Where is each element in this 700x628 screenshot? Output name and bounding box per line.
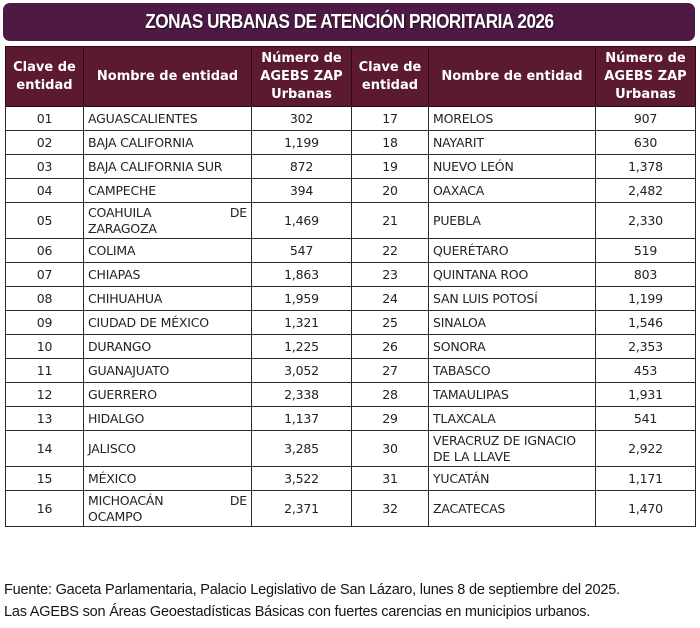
cell-clave: 24 [352,287,429,311]
cell-numero: 2,922 [596,431,696,467]
cell-clave: 05 [6,203,84,239]
cell-clave: 14 [6,431,84,467]
cell-nombre: CHIAPAS [84,263,252,287]
cell-nombre: NUEVO LEÓN [429,155,596,179]
cell-numero: 1,171 [596,467,696,491]
nombre-line-1 [88,493,247,509]
table-row [6,239,696,263]
cell-clave: 27 [352,359,429,383]
nombre-part: MICHOACÁN [88,492,164,508]
table-row [6,431,696,467]
cell-numero: 1,959 [252,287,352,311]
cell-nombre: NAYARIT [429,131,596,155]
cell-nombre [84,491,252,527]
cell-nombre: COLIMA [84,239,252,263]
header-nombre-right: Nombre de entidad [429,47,596,107]
cell-numero: 394 [252,179,352,203]
cell-numero: 1,199 [596,287,696,311]
cell-clave: 08 [6,287,84,311]
cell-clave: 18 [352,131,429,155]
cell-numero: 1,378 [596,155,696,179]
cell-numero: 907 [596,107,696,131]
nombre-part: COAHUILA [88,204,152,220]
cell-numero: 2,482 [596,179,696,203]
nombre-line-2: ZARAGOZA [88,220,157,236]
cell-clave: 25 [352,311,429,335]
cell-numero: 1,225 [252,335,352,359]
table-row [6,491,696,527]
cell-numero: 803 [596,263,696,287]
cell-nombre: QUINTANA ROO [429,263,596,287]
cell-nombre: SONORA [429,335,596,359]
cell-clave: 06 [6,239,84,263]
cell-nombre: CIUDAD DE MÉXICO [84,311,252,335]
cell-clave: 23 [352,263,429,287]
cell-numero: 302 [252,107,352,131]
cell-numero: 1,546 [596,311,696,335]
cell-clave: 29 [352,407,429,431]
cell-numero: 1,931 [596,383,696,407]
cell-clave: 21 [352,203,429,239]
cell-clave: 09 [6,311,84,335]
cell-nombre: YUCATÁN [429,467,596,491]
nombre-part: DE [229,492,247,508]
nombre-line-1 [88,205,247,221]
header-nombre-left: Nombre de entidad [84,47,252,107]
cell-clave: 19 [352,155,429,179]
table-row [6,107,696,131]
cell-clave: 07 [6,263,84,287]
cell-clave: 28 [352,383,429,407]
table-row [6,287,696,311]
cell-clave: 16 [6,491,84,527]
table-row [6,203,696,239]
cell-clave: 30 [352,431,429,467]
cell-numero: 3,522 [252,467,352,491]
cell-clave: 04 [6,179,84,203]
zap-table [5,46,696,527]
cell-clave: 03 [6,155,84,179]
cell-nombre: SAN LUIS POTOSÍ [429,287,596,311]
cell-nombre: TAMAULIPAS [429,383,596,407]
table-row [6,383,696,407]
cell-nombre: DURANGO [84,335,252,359]
cell-nombre: AGUASCALIENTES [84,107,252,131]
cell-clave: 11 [6,359,84,383]
cell-nombre: OAXACA [429,179,596,203]
table-row [6,335,696,359]
cell-numero: 2,338 [252,383,352,407]
header-clave-left: Clave de entidad [6,47,84,107]
cell-numero: 872 [252,155,352,179]
cell-nombre: MÉXICO [84,467,252,491]
footnote-note: Las AGEBS son Áreas Geoestadísticas Básicas con fuertes carencias en municipios urbanos. [4,604,591,620]
cell-clave: 31 [352,467,429,491]
cell-nombre: SINALOA [429,311,596,335]
cell-nombre: HIDALGO [84,407,252,431]
cell-nombre: TLAXCALA [429,407,596,431]
nombre-part: DE [229,204,247,220]
cell-clave: 10 [6,335,84,359]
header-numero-right: Número de AGEBS ZAP Urbanas [596,47,696,107]
cell-numero: 2,330 [596,203,696,239]
cell-nombre: BAJA CALIFORNIA [84,131,252,155]
cell-numero: 1,199 [252,131,352,155]
cell-numero: 630 [596,131,696,155]
cell-nombre: BAJA CALIFORNIA SUR [84,155,252,179]
cell-clave: 02 [6,131,84,155]
cell-numero: 541 [596,407,696,431]
table-row [6,131,696,155]
cell-nombre [84,203,252,239]
table-row [6,359,696,383]
cell-numero: 1,469 [252,203,352,239]
title-banner [3,3,695,41]
cell-numero: 2,371 [252,491,352,527]
cell-nombre: CAMPECHE [84,179,252,203]
table-row [6,407,696,431]
cell-nombre: MORELOS [429,107,596,131]
cell-clave: 12 [6,383,84,407]
cell-nombre: GUANAJUATO [84,359,252,383]
table-row [6,179,696,203]
cell-nombre: GUERRERO [84,383,252,407]
cell-numero: 3,285 [252,431,352,467]
table-header-row [6,47,696,107]
cell-numero: 519 [596,239,696,263]
cell-clave: 13 [6,407,84,431]
cell-numero: 1,470 [596,491,696,527]
table-row [6,467,696,491]
cell-numero: 1,863 [252,263,352,287]
header-clave-right: Clave de entidad [352,47,429,107]
header-numero-left: Número de AGEBS ZAP Urbanas [252,47,352,107]
table-row [6,263,696,287]
cell-clave: 20 [352,179,429,203]
cell-numero: 1,321 [252,311,352,335]
cell-numero: 547 [252,239,352,263]
cell-numero: 1,137 [252,407,352,431]
nombre-line-2: OCAMPO [88,508,143,524]
cell-clave: 15 [6,467,84,491]
cell-clave: 01 [6,107,84,131]
table-row [6,311,696,335]
cell-numero: 2,353 [596,335,696,359]
cell-clave: 26 [352,335,429,359]
cell-numero: 453 [596,359,696,383]
table-row [6,155,696,179]
cell-nombre: QUERÉTARO [429,239,596,263]
cell-nombre: VERACRUZ DE IGNACIO DE LA LLAVE [429,431,596,467]
cell-nombre: JALISCO [84,431,252,467]
cell-clave: 22 [352,239,429,263]
cell-nombre: ZACATECAS [429,491,596,527]
footnote-source: Fuente: Gaceta Parlamentaria, Palacio Legislativo de San Lázaro, lunes 8 de septiembre del 2025. [4,582,620,598]
cell-nombre: PUEBLA [429,203,596,239]
cell-nombre: TABASCO [429,359,596,383]
page-title: ZONAS URBANAS DE ATENCIÓN PRIORITARIA 2026 [144,10,554,33]
cell-clave: 17 [352,107,429,131]
cell-clave: 32 [352,491,429,527]
cell-nombre: CHIHUAHUA [84,287,252,311]
cell-numero: 3,052 [252,359,352,383]
